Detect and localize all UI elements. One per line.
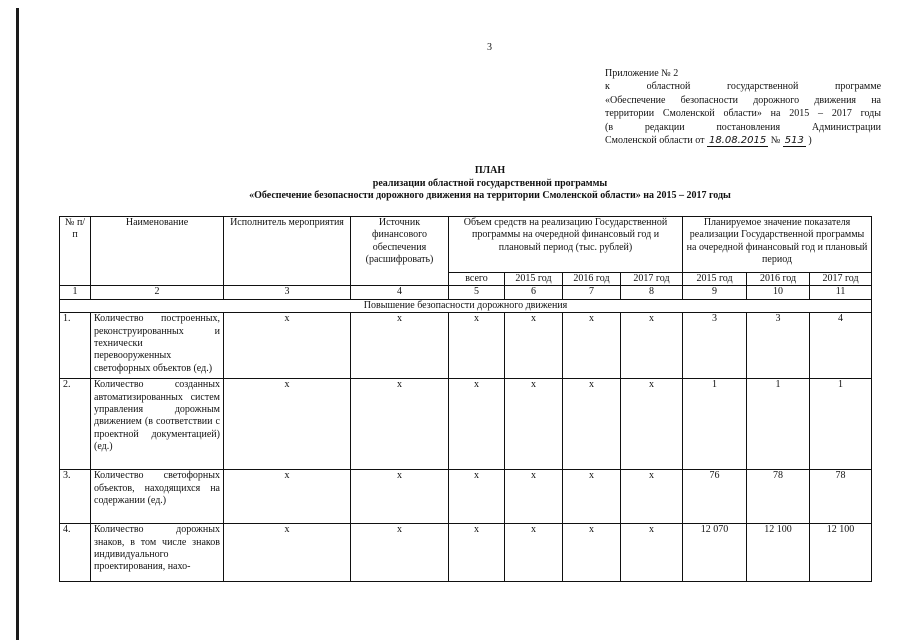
row-funds-total: х: [449, 524, 505, 582]
appendix-date-label: Смоленской области от: [605, 135, 705, 147]
header-funds-2016: 2016 год: [563, 273, 621, 286]
row-name: Количество построенных, реконструированных и технически перевооруженных светофорных объектов (ед.): [91, 313, 224, 379]
plan-table: [59, 216, 872, 582]
page-left-edge-rule: [16, 8, 19, 640]
header-row-main: [60, 217, 872, 273]
section-row: [60, 299, 872, 312]
row-indicator-2016: 1: [747, 379, 810, 470]
column-index: 3: [224, 286, 351, 299]
column-index: 7: [563, 286, 621, 299]
appendix-word: государственной: [727, 81, 799, 93]
row-indicator-2015: 76: [683, 470, 747, 524]
row-funds-2017: х: [621, 470, 683, 524]
row-indicator-2016: 3: [747, 313, 810, 379]
row-funds-2015: х: [505, 379, 563, 470]
header-executor: Исполнитель мероприятия: [224, 217, 351, 286]
appendix-line-2: [605, 80, 881, 93]
column-index: 8: [621, 286, 683, 299]
appendix-word: областной: [646, 81, 691, 93]
handwritten-date: 18.08.2015: [708, 135, 767, 147]
appendix-word: постановления: [716, 121, 781, 133]
row-funds-2017: х: [621, 379, 683, 470]
appendix-word: редакции: [644, 121, 685, 133]
row-indicator-2017: 1: [810, 379, 872, 470]
header-source: Источник финансового обеспечения (расшифровать): [351, 217, 449, 286]
row-indicator-2016: 78: [747, 470, 810, 524]
row-indicator-2015: 3: [683, 313, 747, 379]
row-funds-total: х: [449, 379, 505, 470]
handwritten-number: 513: [784, 135, 804, 147]
document-title: [90, 165, 890, 203]
row-funds-total: х: [449, 313, 505, 379]
row-name: Количество светофорных объектов, находящихся на содержании (ед.): [91, 470, 224, 524]
header-indicator: Планируемое значение показателя реализации Государственной программы на очередной финансовый год и плановый период: [683, 217, 872, 273]
row-indicator-2017: 78: [810, 470, 872, 524]
row-indicator-2017: 12 100: [810, 524, 872, 582]
row-funds-2015: х: [505, 524, 563, 582]
row-number: 2.: [60, 379, 91, 470]
row-funds-2016: х: [563, 379, 621, 470]
row-executor: х: [224, 313, 351, 379]
row-source: х: [351, 470, 449, 524]
number-sign: №: [770, 135, 781, 147]
column-index: 11: [810, 286, 872, 299]
column-index: 4: [351, 286, 449, 299]
row-funds-2016: х: [563, 524, 621, 582]
appendix-line-6: [605, 134, 881, 147]
row-name: Количество созданных автоматизированных систем управления дорожным движением (в соответствии с проектной документацией) (ед.): [91, 379, 224, 470]
header-indicator-2016: 2016 год: [747, 273, 810, 286]
appendix-word: (в: [605, 121, 614, 133]
header-funds-2017: 2017 год: [621, 273, 683, 286]
row-number: 3.: [60, 470, 91, 524]
header-funds-2015: 2015 год: [505, 273, 563, 286]
row-source: х: [351, 379, 449, 470]
title-program-name: «Обеспечение безопасности дорожного движения на территории Смоленской области» на 2015 – 2017 годы: [249, 190, 731, 201]
row-executor: х: [224, 524, 351, 582]
appendix-title: Приложение № 2: [605, 68, 679, 79]
row-indicator-2016: 12 100: [747, 524, 810, 582]
row-funds-2015: х: [505, 313, 563, 379]
row-funds-2015: х: [505, 470, 563, 524]
row-executor: х: [224, 379, 351, 470]
page-number: 3: [487, 42, 492, 53]
appendix-line-3: «Обеспечение безопасности дорожного движения на: [605, 94, 881, 106]
appendix-line-4: территории Смоленской области» на 2015 – 2017 годы: [605, 108, 881, 120]
row-funds-2017: х: [621, 313, 683, 379]
header-funds: Объем средств на реализацию Государственной программы на очередной финансовый год и плановый период (тыс. рублей): [449, 217, 683, 273]
header-total: всего: [449, 273, 505, 286]
row-indicator-2015: 12 070: [683, 524, 747, 582]
appendix-word: к: [605, 81, 610, 93]
row-source: х: [351, 524, 449, 582]
closing-paren: ): [808, 135, 812, 147]
row-funds-2017: х: [621, 524, 683, 582]
row-number: 4.: [60, 524, 91, 582]
row-number: 1.: [60, 313, 91, 379]
row-indicator-2017: 4: [810, 313, 872, 379]
header-num: № п/п: [60, 217, 91, 286]
appendix-block: [605, 67, 881, 147]
section-title: Повышение безопасности дорожного движения: [60, 299, 872, 312]
table-row: [60, 313, 872, 379]
row-funds-2016: х: [563, 313, 621, 379]
header-indicator-2015: 2015 год: [683, 273, 747, 286]
column-index-row: [60, 286, 872, 299]
row-source: х: [351, 313, 449, 379]
row-executor: х: [224, 470, 351, 524]
header-indicator-2017: 2017 год: [810, 273, 872, 286]
title-plan: ПЛАН: [474, 165, 506, 176]
column-index: 10: [747, 286, 810, 299]
table-row: [60, 524, 872, 582]
column-index: 1: [60, 286, 91, 299]
header-name: Наименование: [91, 217, 224, 286]
table-row: [60, 470, 872, 524]
title-subtitle: реализации областной государственной программы: [372, 177, 608, 189]
row-name: Количество дорожных знаков, в том числе знаков индивидуального проектирования, нахо-: [91, 524, 224, 582]
row-funds-total: х: [449, 470, 505, 524]
column-index: 5: [449, 286, 505, 299]
column-index: 6: [505, 286, 563, 299]
table-row: [60, 379, 872, 470]
appendix-line-5: [605, 121, 881, 134]
appendix-word: Администрации: [811, 121, 882, 133]
appendix-word: программе: [835, 81, 882, 93]
row-funds-2016: х: [563, 470, 621, 524]
column-index: 2: [91, 286, 224, 299]
column-index: 9: [683, 286, 747, 299]
row-indicator-2015: 1: [683, 379, 747, 470]
